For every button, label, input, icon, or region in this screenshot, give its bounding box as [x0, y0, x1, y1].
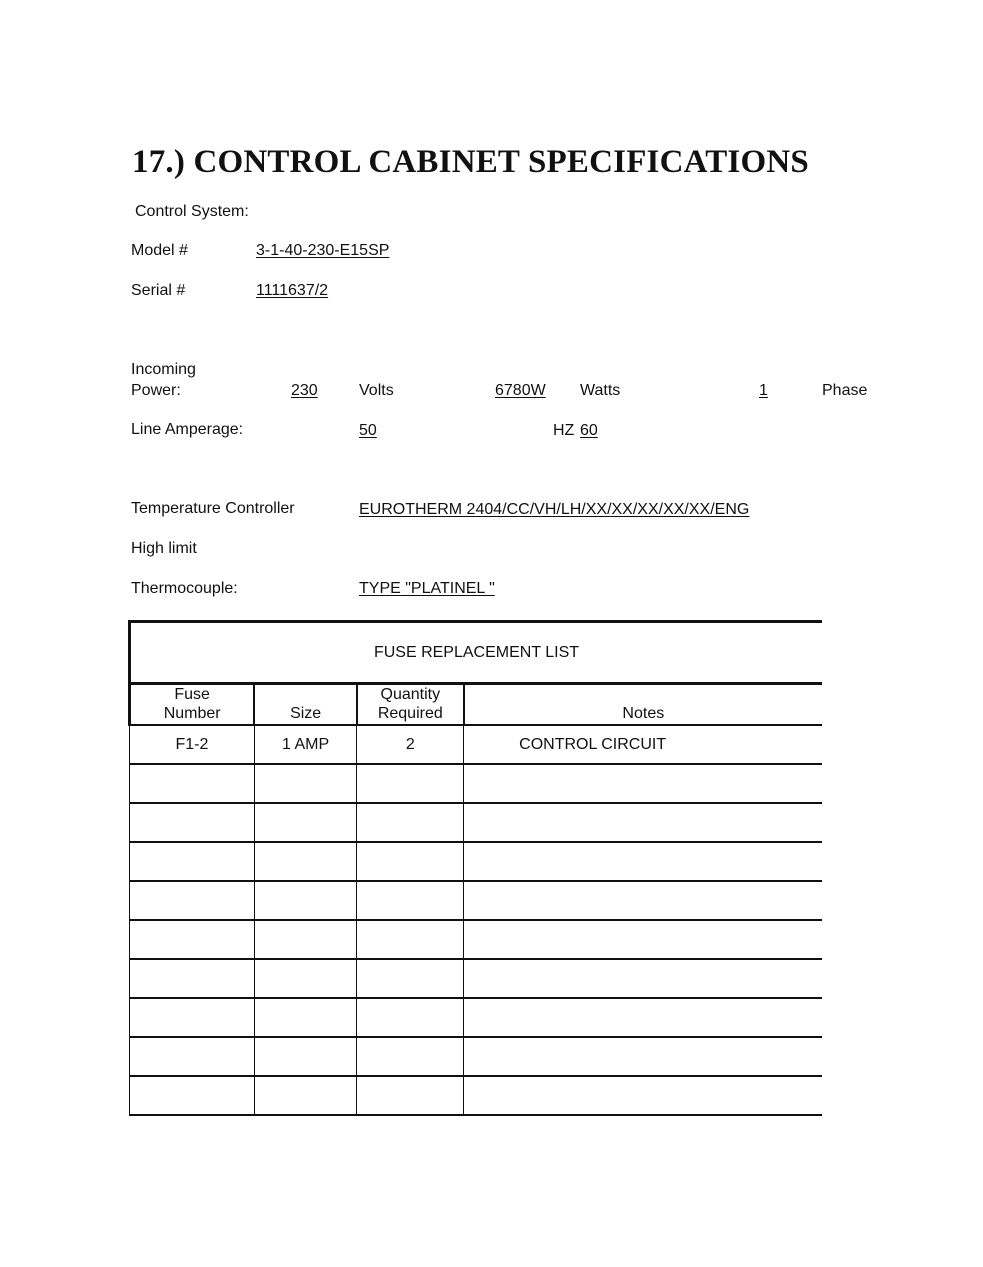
quantity-cell: [357, 842, 464, 881]
size-cell: [254, 842, 357, 881]
quantity-cell: [357, 803, 464, 842]
temperature-controller-value: EUROTHERM 2404/CC/VH/LH/XX/XX/XX/XX/XX/ENG: [359, 501, 750, 518]
notes-cell: [464, 998, 822, 1037]
header-qty-line1: Quantity: [380, 686, 441, 703]
quantity-cell: [357, 998, 464, 1037]
table-row: [130, 881, 823, 920]
watts-value: 6780W: [495, 382, 546, 399]
hz-label: HZ: [553, 422, 575, 439]
quantity-cell: [357, 959, 464, 998]
line-amperage-value: 50: [359, 422, 377, 439]
fuse-number-cell: [130, 881, 255, 920]
control-system-label: Control System:: [135, 203, 249, 220]
notes-cell: [464, 803, 822, 842]
size-cell: [254, 1076, 357, 1115]
phase-label: Phase: [822, 382, 868, 399]
table-row: [130, 803, 823, 842]
thermocouple-label: Thermocouple:: [131, 580, 238, 597]
table-row: [130, 1037, 823, 1076]
fuse-number-cell: [130, 842, 255, 881]
notes-cell: CONTROL CIRCUIT: [464, 725, 822, 764]
fuse-number-cell: [130, 764, 255, 803]
quantity-cell: 2: [357, 725, 464, 764]
fuse-table-title: FUSE REPLACEMENT LIST: [130, 622, 823, 684]
quantity-cell: [357, 764, 464, 803]
header-quantity-required: [357, 684, 464, 726]
size-cell: [254, 803, 357, 842]
quantity-cell: [357, 1037, 464, 1076]
size-cell: [254, 959, 357, 998]
hz-value: 60: [580, 422, 598, 439]
volts-label: Volts: [359, 382, 394, 399]
temperature-controller-label: Temperature Controller: [131, 500, 295, 517]
watts-label: Watts: [580, 382, 621, 399]
header-fuse-line2: Number: [163, 705, 221, 722]
notes-cell: [464, 1037, 822, 1076]
page-title: 17.) CONTROL CABINET SPECIFICATIONS: [132, 144, 809, 180]
notes-cell: [464, 1076, 822, 1115]
header-size: Size: [254, 684, 357, 726]
size-cell: [254, 764, 357, 803]
table-row: [130, 959, 823, 998]
header-qty-line2: Required: [377, 705, 443, 722]
line-amperage-label: Line Amperage:: [131, 421, 244, 438]
size-cell: [254, 998, 357, 1037]
fuse-replacement-table: [128, 620, 822, 1116]
notes-cell: [464, 881, 822, 920]
table-row: [130, 1076, 823, 1115]
serial-label: Serial #: [131, 282, 186, 299]
fuse-number-cell: [130, 959, 255, 998]
serial-value: 1111637/2: [256, 282, 329, 299]
size-cell: 1 AMP: [254, 725, 357, 764]
notes-cell: [464, 959, 822, 998]
table-row: [130, 920, 823, 959]
table-row: [130, 842, 823, 881]
notes-cell: [464, 764, 822, 803]
header-fuse-number: [130, 684, 255, 726]
size-cell: [254, 920, 357, 959]
quantity-cell: [357, 881, 464, 920]
table-row: [130, 998, 823, 1037]
model-value: 3-1-40-230-E15SP: [256, 242, 390, 259]
header-fuse-line1: Fuse: [174, 686, 210, 703]
incoming-power-label-line1: Incoming: [131, 361, 196, 378]
quantity-cell: [357, 1076, 464, 1115]
size-cell: [254, 1037, 357, 1076]
high-limit-label: High limit: [131, 540, 197, 557]
volts-value: 230: [291, 382, 318, 399]
table-row: [130, 725, 823, 764]
fuse-number-cell: [130, 803, 255, 842]
quantity-cell: [357, 920, 464, 959]
fuse-number-cell: [130, 920, 255, 959]
notes-cell: [464, 842, 822, 881]
header-notes: Notes: [464, 684, 822, 726]
fuse-table-header-row: [130, 684, 823, 726]
model-label: Model #: [131, 242, 188, 259]
fuse-number-cell: F1-2: [130, 725, 255, 764]
phase-value: 1: [759, 382, 768, 399]
fuse-number-cell: [130, 998, 255, 1037]
incoming-power-label-line2: Power:: [131, 382, 181, 399]
notes-cell: [464, 920, 822, 959]
thermocouple-value: TYPE "PLATINEL ": [359, 580, 495, 597]
table-row: [130, 764, 823, 803]
fuse-number-cell: [130, 1037, 255, 1076]
fuse-number-cell: [130, 1076, 255, 1115]
size-cell: [254, 881, 357, 920]
